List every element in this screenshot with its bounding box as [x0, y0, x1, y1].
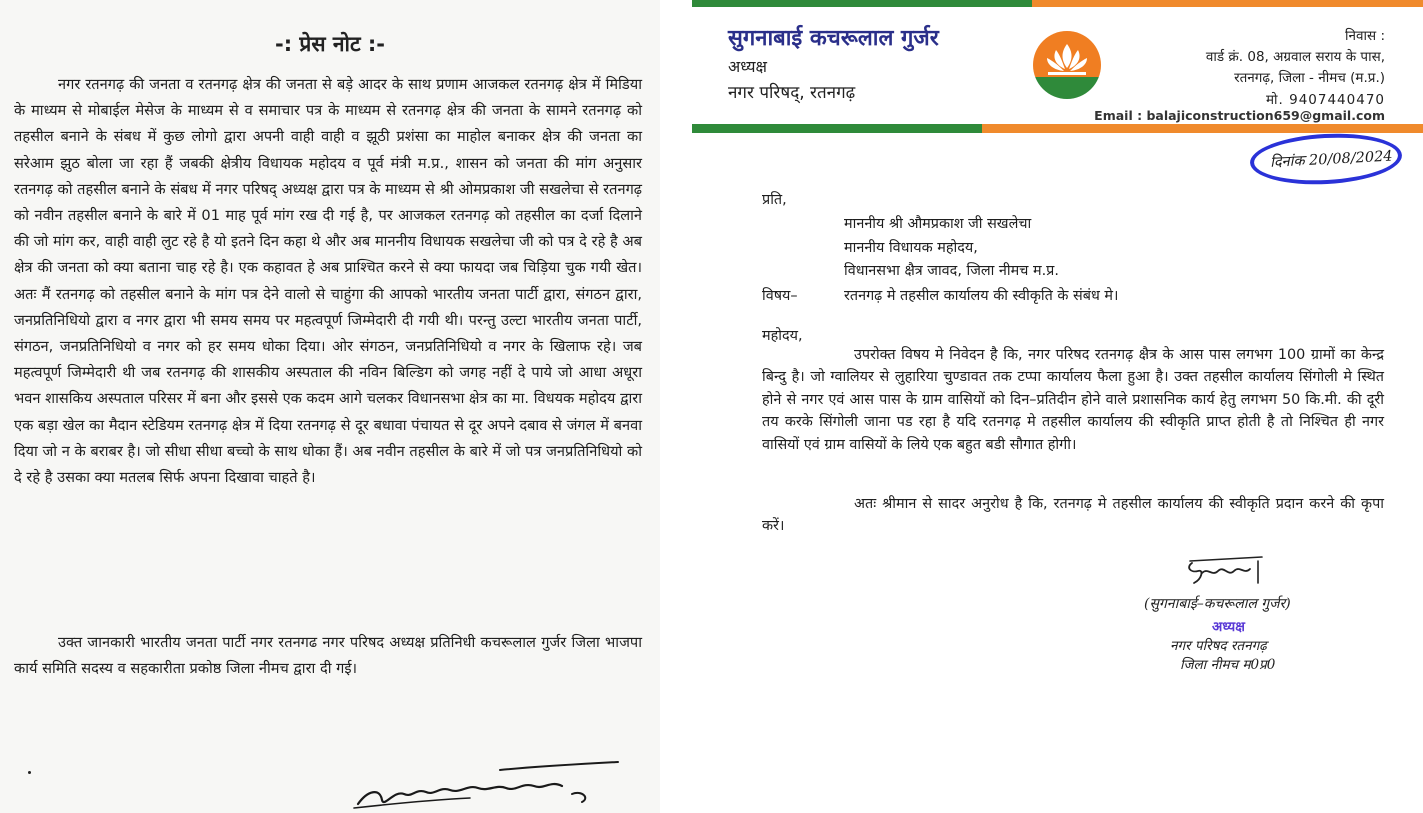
letterhead-org: नगर परिषद्, रतनगढ़ — [728, 83, 856, 103]
tricolor-top-band — [692, 0, 1423, 7]
date-highlight-circle — [1249, 130, 1403, 188]
signatory-org: नगर परिषद रतनगढ़ — [1170, 638, 1267, 654]
letter-page — [692, 0, 1423, 813]
recipient-line: माननीय श्री औमप्रकाश जी सखलेचा — [844, 216, 1032, 232]
ink-dot — [28, 771, 31, 774]
address-label: निवास : — [1345, 28, 1385, 44]
subject-text: रतनगढ़ मे तहसील कार्यालय की स्वीकृति के संबंध मे। — [844, 288, 1119, 304]
handwritten-signature — [1184, 553, 1274, 589]
email-address: Email : balajiconstruction659@gmail.com — [1094, 108, 1385, 123]
letter-body: उपरोक्त विषय मे निवेदन है कि, नगर परिषद रतनगढ़ क्षैत्र के आस पास लगभग 100 ग्रामों का केन्द्र बिन्दु है। जो ग्वालियर से लुहारिया चुण्डावत तक टप्पा कार्यालय फैला हुआ है। उक्त तहसील कार्यालय सिंगोली मे स्थित होने से नगर एवं आस पास के ग्राम वासियों को दिन–प्रतिदीन होने वाले प्रशासनिक कार्य हेतु लगभग 50 कि.मी. की दूरी तय करके सिंगोली जाना पड रहा है यदि रतनगढ़ मे तहसील कार्यालय की स्वीकृति प्राप्त होती है तो निश्चित ही नगर वासियों एवं ग्राम वासियों के लिये एक बहुत बडी सौगात होगी। — [762, 347, 1384, 453]
address-line: वार्ड क्रं. 08, अग्रवाल सराय के पास, — [1205, 49, 1385, 65]
recipient-line: माननीय विधायक महोदय, — [844, 240, 978, 256]
salutation: महोदय, — [762, 328, 803, 344]
subject-label: विषय– — [762, 288, 798, 304]
tricolor-divider — [692, 124, 1423, 133]
letter-date: दिनांक 20/08/2024 — [1269, 148, 1393, 171]
handwritten-signature — [350, 760, 630, 813]
signatory-district: जिला नीमच म0प्र0 — [1180, 657, 1276, 673]
recipient-line: विधानसभा क्षैत्र जावद, जिला नीमच म.प्र. — [844, 263, 1059, 279]
seal-post: अध्यक्ष — [1212, 619, 1245, 635]
press-note-page — [0, 0, 660, 813]
signatory-name: (सुगनाबाई–कचरूलाल गुर्जर) — [1144, 596, 1291, 612]
address-line: रतनगढ़, जिला - नीमच (म.प्र.) — [1234, 70, 1385, 86]
lotus-icon — [1032, 30, 1102, 100]
letterhead-name: सुगनाबाई कचरूलाल गुर्जर — [728, 26, 939, 51]
to-label: प्रति, — [762, 192, 787, 208]
letterhead-post: अध्यक्ष — [728, 57, 767, 76]
press-note-paragraph: नगर रतनगढ़ की जनता व रतनगढ़ क्षेत्र की जनता से बड़े आदर के साथ प्रणाम आजकल रतनगढ़ क्षेत्र में मिडिया के माध्यम से मोबाईल मेसेज के माध्यम से व समाचार पत्र के माध्यम से रतनगढ़ क्षेत्र की जनता के सामने रतनगढ़ को तहसील बनाने के संबध में कुछ लोगो द्वारा अपनी वाही वाही व झूठी प्रशंसा का माहोल बनाकर क्षेत्र की जनता का सरेआम झुठ बोला जा रहा हैं जबकी क्षेत्रीय विधायक महोदय व पूर्व मंत्री म.प्र., शासन को जनता की मांग अनुसार रतनगढ़ को तहसील बनाने के संबध में नगर परिषद् अध्यक्ष द्वारा पत्र के माध्यम से श्री ओमप्रकाश जी सखलेचा से रतनगढ़ को नवीन तहसील बनाने के बारे में 01 माह पूर्व मांग रख दी गई है, पर आजकल रतनगढ़ को तहसील का दर्जा दिलाने की जो मांग कर, वाही वाही लुट रहे है यो इतने दिन कहा थे और अब माननीय विधायक सखलेचा जी को पत्र दे रहे है अब क्षेत्र की जनता को क्या बताना चाह रहे है। एक कहावत हे अब प्राश्चित करने से क्या फायदा जब चिड़िया चुक गयी खेत। अतः मैं रतनगढ़ को तहसील बनाने के मांग पत्र देने वालो से चाहुंगा की आपको भारतीय जनता पार्टी द्वारा, संगठन द्वारा, जनप्रतिनिधियो द्वारा व नगर द्वारा भी समय समय पर महत्वपूर्ण जिम्मेदारी दी गयी थी। परन्तु उल्टा भारतीय जनता पार्टी, संगठन, जनप्रतिनिधियो व नगर को हर समय धोका दिया। ओर संगठन, जनप्रतिनिधियो व नगर के खिलाफ रहे। जब महत्वपूर्ण जिम्मेदारी थी जब रतनगढ़ की शासकीय अस्पताल की नविन बिल्डिग को जगह नहीं दे पाये जो आधा अधूरा भवन शासकिय अस्पताल परिसर में बना और इससे एक कदम आगे चलकर विधानसभा क्षेत्र का मा. विधयक महोदय द्वारा एक बड़ा खेल का मैदान स्टेडियम रतनगढ़ क्षेत्र में दिया रतनगढ़ से दूर बधावा पंचायत से दूर अपने दबाव से जंगल में बनवा दिया जो न के बराबर है। जो सीधा सीधा बच्चो के साथ धोका हैं। अब नवीन तहसील के बारे में जो पत्र जनप्रतिनिधियो को दे रहे है उसका क्या मतलब सिर्फ अपना दिखावा चाहते है। — [14, 76, 642, 487]
letter-request: अतः श्रीमान से सादर अनुरोध है कि, रतनगढ़ मे तहसील कार्यालय की स्वीकृति प्रदान करने की कृपा करें। — [762, 496, 1384, 535]
press-note-title: -: प्रेस नोट :- — [275, 32, 385, 56]
phone-number: मो. 9407440470 — [1265, 92, 1385, 108]
press-note-attribution: उक्त जानकारी भारतीय जनता पार्टी नगर रतनगढ नगर परिषद अध्यक्ष प्रतिनिधी कचरूलाल गुर्जर जिला भाजपा कार्य समिति सदस्य व सहकारीता प्रकोष्ठ जिला नीमच द्वारा दी गई। — [14, 634, 642, 678]
